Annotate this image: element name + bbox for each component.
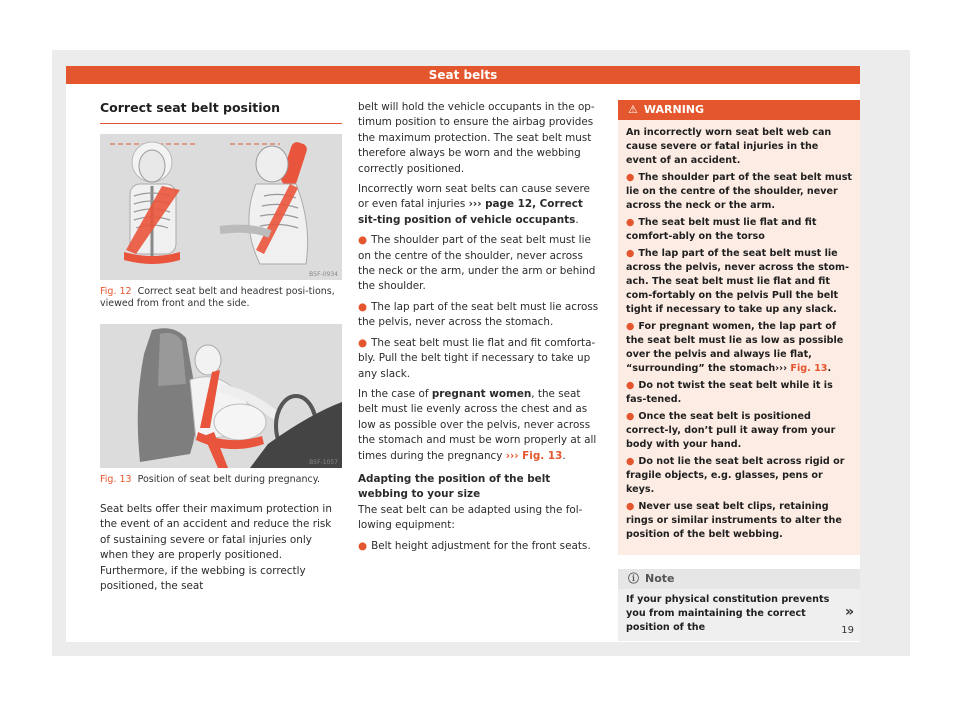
warning-item-text: Once the seat belt is positioned correct-ly, don’t pull it away from your body with your hand. xyxy=(626,411,836,450)
warning-triangle-icon: ⚠ xyxy=(628,103,638,116)
subheading: Adapting the position of the belt webbing to your size xyxy=(358,472,551,501)
warning-item-text: Do not lie the seat belt across rigid or fragile objects, e.g. glasses, pens or keys. xyxy=(626,456,845,495)
paragraph: belt will hold the vehicle occupants in the op-timum position to ensure the airbag provides the maximum protection. The seat belt must therefore always be worn and the webbing correctly positioned. xyxy=(358,101,595,175)
warning-item: ● Never use seat belt clips, retaining rings or similar instruments to alter the position of the belt webbing. xyxy=(626,501,842,540)
bullet-item: ● The lap part of the seat belt must lie across the pelvis, never across the stomach. xyxy=(358,300,599,329)
info-icon: ⓘ xyxy=(628,572,639,585)
page-reference-link[interactable]: ››› page 12, Correct sit-ting position of vehicle occupants xyxy=(358,198,583,226)
intro-paragraph: Seat belts offer their maximum protection in the event of an accident and reduce the risk of sustaining severe or fatal injuries only when they are properly positioned. Furthermore, if the webbing is correctly positioned, the seat xyxy=(100,503,332,593)
text: Incorrectly worn seat belts can cause severe or even fatal injuries xyxy=(358,183,590,211)
figure-13 xyxy=(100,324,342,468)
warning-item-text: The shoulder part of the seat belt must lie on the centre of the shoulder, never across the neck or the arm. xyxy=(626,172,852,211)
figure-13-caption-text: Position of seat belt during pregnancy. xyxy=(137,474,321,485)
text: . xyxy=(562,449,566,462)
warning-item-text: For pregnant women, the lap part of the seat belt must lie as low as possible over the pelvis and always lie flat, “surrounding” the stomach››› xyxy=(626,321,844,374)
bullet-text: The seat belt must lie flat and fit comforta-bly. Pull the belt tight if necessary to take up any slack. xyxy=(358,336,596,380)
bold-text: pregnant women xyxy=(431,387,532,400)
warning-item: ● Do not lie the seat belt across rigid or fragile objects, e.g. glasses, pens or keys. xyxy=(626,456,845,495)
bullet-item: ● Belt height adjustment for the front seats. xyxy=(358,539,591,552)
figure-12 xyxy=(100,134,342,280)
paragraph: The seat belt can be adapted using the fol-lowing equipment: xyxy=(358,503,583,532)
figure-id: B5F-0934 xyxy=(309,271,338,278)
paragraph xyxy=(358,387,600,464)
warning-item: ● Once the seat belt is positioned correct-ly, don’t pull it away from your body with your hand. xyxy=(626,411,836,450)
warning-item-text: Never use seat belt clips, retaining rings or similar instruments to alter the position of the belt webbing. xyxy=(626,501,842,540)
figure-13-caption xyxy=(100,474,342,486)
text: , the seat belt must lie evenly across the chest and as low as possible over the pelvis, never across the stomach and must be worn properly at all times during the pregnancy xyxy=(358,387,597,462)
warning-header xyxy=(618,100,860,120)
bullet-item: ● The seat belt must lie flat and fit comforta-bly. Pull the belt tight if necessary to take up any slack. xyxy=(358,336,596,380)
bullet-text: The shoulder part of the seat belt must lie on the centre of the shoulder, never across the neck or the arm, under the arm or behind the shoulder. xyxy=(358,234,596,293)
continue-arrow: » xyxy=(844,604,854,620)
bullet-text: Belt height adjustment for the front seats. xyxy=(371,539,591,552)
text: . xyxy=(827,363,832,374)
manual-page xyxy=(66,66,860,642)
warning-item: ● The shoulder part of the seat belt must lie on the centre of the shoulder, never across the neck or the arm. xyxy=(626,172,852,211)
figure-13-label: Fig. 13 xyxy=(100,474,132,485)
paragraph xyxy=(358,182,600,228)
warning-title: WARNING xyxy=(643,103,705,116)
text: . xyxy=(575,213,579,226)
text: In the case of xyxy=(358,387,429,400)
column-middle xyxy=(358,100,600,559)
note-box xyxy=(618,569,860,641)
figure-id: B5F-1057 xyxy=(309,459,338,466)
column-right xyxy=(618,100,860,641)
section-title: Correct seat belt position xyxy=(100,100,342,124)
warning-item: ● The seat belt must lie flat and fit comfort-ably on the torso xyxy=(626,217,817,242)
bullet-item: ● The shoulder part of the seat belt must lie on the centre of the shoulder, never across the neck or the arm, under the arm or behind the shoulder. xyxy=(358,234,596,293)
figure-12-caption-text: Correct seat belt and headrest posi-tions, viewed from front and the side. xyxy=(100,286,335,309)
page-number: 19 xyxy=(841,625,854,636)
figure-12-caption xyxy=(100,286,342,310)
note-text: If your physical constitution prevents you from maintaining the correct position of the xyxy=(626,594,830,633)
bullet-text: The lap part of the seat belt must lie across the pelvis, never across the stomach. xyxy=(358,300,599,329)
warning-intro: An incorrectly worn seat belt web can cause severe or fatal injuries in the event of an accident. xyxy=(626,127,832,166)
warning-item-text: The seat belt must lie flat and fit comfort-ably on the torso xyxy=(626,217,817,242)
warning-item-text: The lap part of the seat belt must lie across the pelvis, never across the stom-ach. The seat belt must lie flat and fit com-fortably on the pelvis Pull the belt tight if necessary to take up any slack. xyxy=(626,248,849,315)
warning-body xyxy=(618,120,860,542)
figure-reference-link[interactable]: Fig. 13 xyxy=(790,363,828,374)
figure-12-label: Fig. 12 xyxy=(100,286,132,297)
pregnant-seat-belt-illustration xyxy=(100,324,342,468)
chapter-header: Seat belts xyxy=(66,66,860,84)
warning-item: ● For pregnant women, the lap part of the seat belt must lie as low as possible over the pelvis and always lie flat, “surrounding” the stomach››› Fig. 13. xyxy=(626,321,844,374)
column-left xyxy=(100,100,342,594)
warning-item: ● Do not twist the seat belt while it is fas-tened. xyxy=(626,380,833,405)
note-title: Note xyxy=(645,572,675,585)
note-header xyxy=(618,569,860,589)
warning-item: ● The lap part of the seat belt must lie across the pelvis, never across the stom-ach. The seat belt must lie flat and fit com-fortably on the pelvis Pull the belt tight if necessary to take up any slack. xyxy=(626,248,849,315)
seat-belt-front-side-illustration xyxy=(100,134,342,280)
figure-reference-link[interactable]: ››› Fig. 13 xyxy=(505,449,563,462)
warning-item-text: Do not twist the seat belt while it is fas-tened. xyxy=(626,380,833,405)
warning-box xyxy=(618,100,860,555)
